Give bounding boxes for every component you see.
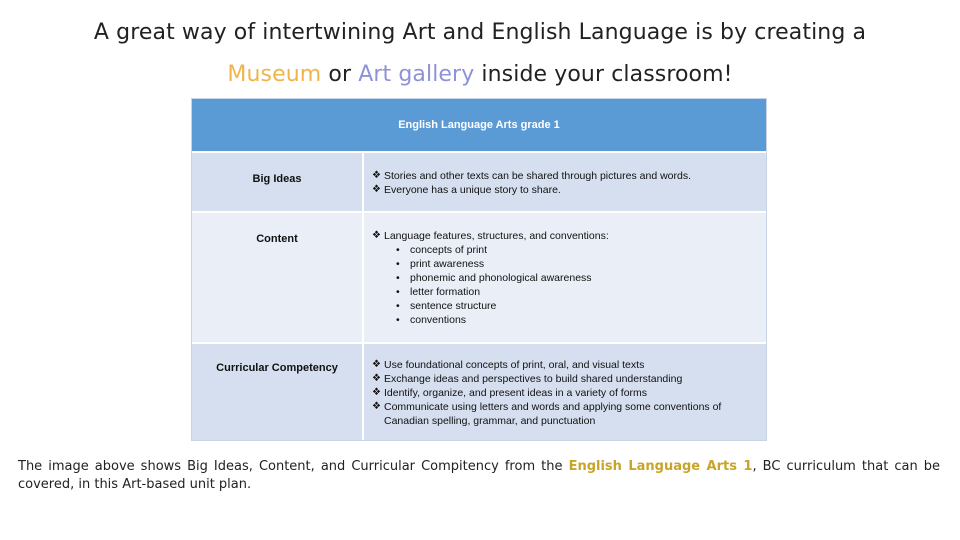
- list-item: ❖ Language features, structures, and conventions:: [372, 230, 609, 242]
- row-label: Big Ideas: [192, 153, 364, 211]
- dot-bullet-icon: •: [396, 286, 400, 298]
- row-content: [372, 344, 760, 454]
- curriculum-table: [191, 98, 767, 441]
- sub-list-item: • concepts of print: [396, 244, 488, 256]
- row-content-section: [192, 211, 766, 342]
- diamond-bullet-icon: ❖: [372, 359, 381, 370]
- dot-bullet-icon: •: [396, 258, 400, 270]
- title-line-2: [0, 54, 960, 96]
- dot-bullet-icon: •: [396, 314, 400, 326]
- title-line-1: A great way of intertwining Art and English Language is by creating a: [93, 20, 867, 45]
- sub-list-item: • print awareness: [396, 258, 485, 270]
- sub-list-item: • phonemic and phonological awareness: [396, 272, 592, 284]
- diamond-bullet-icon: ❖: [372, 373, 381, 384]
- dot-bullet-icon: •: [396, 300, 400, 312]
- diamond-bullet-icon: ❖: [372, 230, 381, 241]
- sub-list-item: • conventions: [396, 314, 467, 326]
- row-big-ideas: [192, 151, 766, 211]
- or-connector: or: [321, 62, 359, 87]
- row-label: Curricular Competency: [192, 344, 364, 440]
- list-item: ❖ Exchange ideas and perspectives to build shared understanding: [372, 373, 683, 385]
- list-item: ❖ Use foundational concepts of print, oral, and visual texts: [372, 359, 645, 371]
- title-line-2-rest: inside your classroom!: [474, 62, 733, 87]
- museum-highlight: Museum: [227, 62, 322, 87]
- row-label: Content: [192, 213, 364, 342]
- dot-bullet-icon: •: [396, 244, 400, 256]
- list-item: ❖ Stories and other texts can be shared through pictures and words.: [372, 170, 692, 182]
- sub-list-item: • sentence structure: [396, 300, 497, 312]
- dot-bullet-icon: •: [396, 272, 400, 284]
- sub-list-item: • letter formation: [396, 286, 481, 298]
- diamond-bullet-icon: ❖: [372, 170, 381, 181]
- caption-text-end: , BC curriculum that can be covered, in this Art-based unit plan.: [18, 459, 940, 492]
- diamond-bullet-icon: ❖: [372, 401, 381, 412]
- diamond-bullet-icon: ❖: [372, 184, 381, 195]
- row-content: [372, 213, 760, 358]
- table-header: English Language Arts grade 1: [192, 99, 766, 151]
- list-item: ❖ Communicate using letters and words and applying some conventions of Canadian spelling, grammar, and punctuation: [372, 401, 722, 427]
- slide-title: [0, 12, 960, 96]
- caption-text-start: The image above shows Big Ideas, Content, and Curricular Compitency from the: [18, 459, 569, 474]
- list-item: ❖ Everyone has a unique story to share.: [372, 184, 561, 196]
- art-gallery-highlight: Art gallery: [358, 62, 475, 87]
- list-item: ❖ Identify, organize, and present ideas in a variety of forms: [372, 387, 648, 399]
- caption-highlight: English Language Arts 1: [568, 459, 753, 474]
- slide-caption: [18, 458, 940, 494]
- diamond-bullet-icon: ❖: [372, 387, 381, 398]
- row-curricular-competency: [192, 342, 766, 440]
